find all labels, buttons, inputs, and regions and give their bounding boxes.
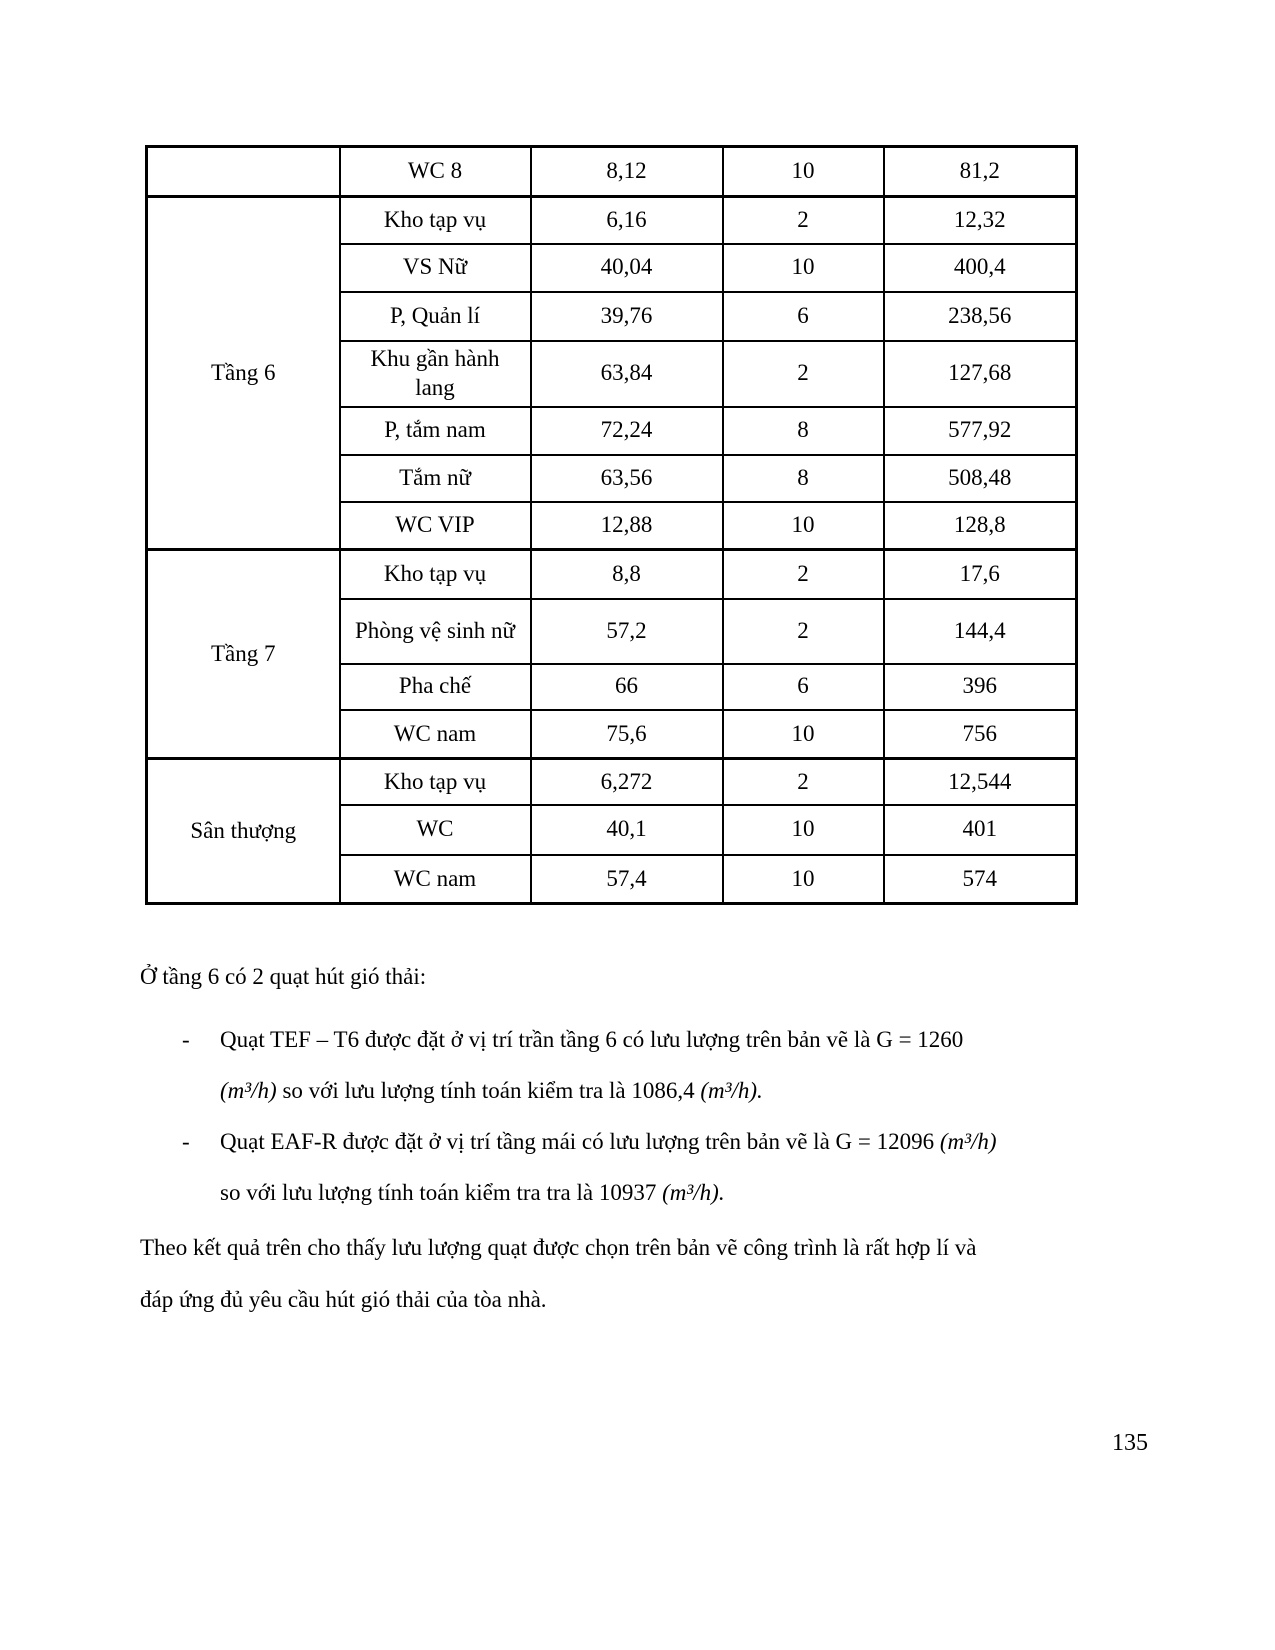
- bullet2-line1: [220, 1128, 997, 1156]
- ach-value-cell: 2: [723, 341, 884, 407]
- flow-value-cell: 81,2: [884, 147, 1077, 197]
- bullet1-line1: Quạt TEF – T6 được đặt ở vị trí trần tầng 6 có lưu lượng trên bản vẽ là G = 1260: [220, 1027, 964, 1052]
- area-value-cell: 8,8: [531, 550, 723, 599]
- room-name-cell: P, Quản lí: [340, 292, 531, 341]
- unit-notation: (m³/h).: [662, 1180, 725, 1205]
- flow-value-cell: 508,48: [884, 455, 1077, 502]
- room-name-cell: Kho tạp vụ: [340, 197, 531, 244]
- area-value-cell: 12,88: [531, 502, 723, 550]
- floor-label-cell: [147, 147, 340, 197]
- bullet-marker: -: [182, 1129, 190, 1154]
- flow-value-cell: 756: [884, 710, 1077, 759]
- area-value-cell: 8,12: [531, 147, 723, 197]
- flow-value-cell: 144,4: [884, 599, 1077, 664]
- floor-label-cell: Tầng 7: [147, 550, 340, 759]
- ach-value-cell: 6: [723, 292, 884, 341]
- ach-value-cell: 6: [723, 664, 884, 710]
- bullet1-line2: [220, 1077, 763, 1105]
- area-value-cell: 63,56: [531, 455, 723, 502]
- area-value-cell: 40,1: [531, 805, 723, 855]
- bullet2-line1-text: Quạt EAF-R được đặt ở vị trí tầng mái có lưu lượng trên bản vẽ là G = 12096: [220, 1129, 940, 1154]
- room-name-cell: WC nam: [340, 855, 531, 904]
- ach-value-cell: 2: [723, 759, 884, 805]
- area-value-cell: 72,24: [531, 407, 723, 455]
- flow-value-cell: 400,4: [884, 244, 1077, 292]
- ach-value-cell: 10: [723, 502, 884, 550]
- room-name-cell: P, tắm nam: [340, 407, 531, 455]
- bullet2-line2-text: so với lưu lượng tính toán kiểm tra tra là 10937: [220, 1180, 663, 1205]
- flow-value-cell: 577,92: [884, 407, 1077, 455]
- room-name-cell: Pha chế: [340, 664, 531, 710]
- area-value-cell: 6,272: [531, 759, 723, 805]
- closing-paragraph-line2: đáp ứng đủ yêu cầu hút gió thải của tòa nhà.: [140, 1287, 547, 1312]
- ach-value-cell: 2: [723, 599, 884, 664]
- ach-value-cell: 10: [723, 147, 884, 197]
- flow-value-cell: 238,56: [884, 292, 1077, 341]
- ach-value-cell: 8: [723, 455, 884, 502]
- flow-value-cell: 128,8: [884, 502, 1077, 550]
- area-value-cell: 39,76: [531, 292, 723, 341]
- room-name-cell: Tắm nữ: [340, 455, 531, 502]
- table-row: [147, 759, 1077, 805]
- area-value-cell: 57,4: [531, 855, 723, 904]
- area-value-cell: 63,84: [531, 341, 723, 407]
- ach-value-cell: 2: [723, 550, 884, 599]
- flow-value-cell: 127,68: [884, 341, 1077, 407]
- floor-label-cell: Tầng 6: [147, 197, 340, 550]
- table-row: [147, 147, 1077, 197]
- bullet2-line2: [220, 1179, 725, 1207]
- flow-value-cell: 17,6: [884, 550, 1077, 599]
- room-name-cell: Kho tạp vụ: [340, 759, 531, 805]
- exhaust-air-table: [145, 145, 1078, 905]
- unit-notation: (m³/h): [939, 1129, 997, 1154]
- room-name-cell: WC 8: [340, 147, 531, 197]
- room-name-cell: Phòng vệ sinh nữ: [340, 599, 531, 664]
- bullet1-line2-text: so với lưu lượng tính toán kiểm tra là 1086,4: [276, 1078, 701, 1103]
- room-name-cell: Khu gần hành lang: [340, 341, 531, 407]
- ach-value-cell: 10: [723, 244, 884, 292]
- area-value-cell: 66: [531, 664, 723, 710]
- room-name-cell: VS Nữ: [340, 244, 531, 292]
- ach-value-cell: 10: [723, 805, 884, 855]
- closing-paragraph-line1: Theo kết quả trên cho thấy lưu lượng quạt được chọn trên bản vẽ công trình là rất hợp lí và: [140, 1235, 977, 1260]
- table-row: [147, 550, 1077, 599]
- flow-value-cell: 12,544: [884, 759, 1077, 805]
- intro-text: Ở tầng 6 có 2 quạt hút gió thải:: [140, 964, 427, 989]
- ach-value-cell: 10: [723, 855, 884, 904]
- page-number: 135: [1112, 1430, 1148, 1456]
- ach-value-cell: 8: [723, 407, 884, 455]
- area-value-cell: 6,16: [531, 197, 723, 244]
- room-name-cell: Kho tạp vụ: [340, 550, 531, 599]
- floor-label-cell: Sân thượng: [147, 759, 340, 904]
- flow-value-cell: 401: [884, 805, 1077, 855]
- room-name-cell: WC nam: [340, 710, 531, 759]
- room-name-cell: WC VIP: [340, 502, 531, 550]
- bullet-marker: -: [182, 1027, 190, 1052]
- area-value-cell: 40,04: [531, 244, 723, 292]
- flow-value-cell: 12,32: [884, 197, 1077, 244]
- table-row: [147, 197, 1077, 244]
- flow-value-cell: 574: [884, 855, 1077, 904]
- flow-value-cell: 396: [884, 664, 1077, 710]
- room-name-cell: WC: [340, 805, 531, 855]
- unit-notation: (m³/h): [220, 1078, 277, 1103]
- ach-value-cell: 2: [723, 197, 884, 244]
- unit-notation: (m³/h).: [700, 1078, 763, 1103]
- ach-value-cell: 10: [723, 710, 884, 759]
- area-value-cell: 57,2: [531, 599, 723, 664]
- area-value-cell: 75,6: [531, 710, 723, 759]
